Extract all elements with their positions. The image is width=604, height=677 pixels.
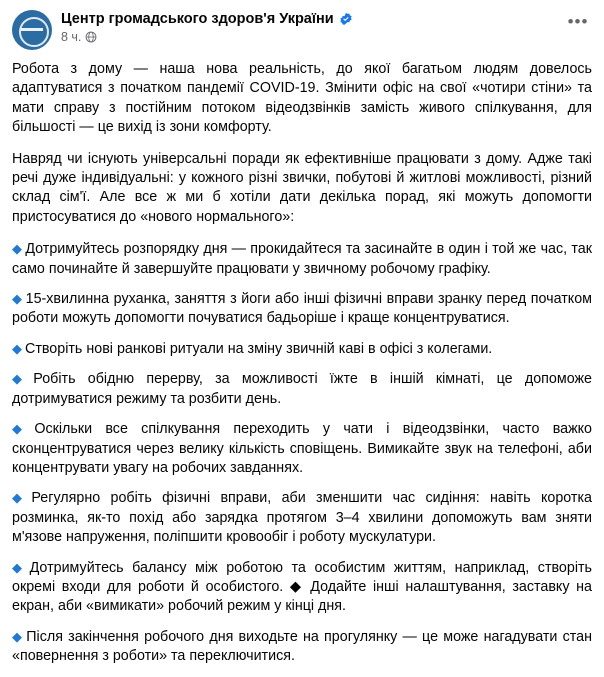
list-item [12, 558, 592, 617]
post-body [0, 54, 604, 677]
post-paragraph: Робота з дому — наша нова реальність, до якої багатьом людям довелось адаптуватися з початком пандемії COVID-19. Змінити офіс на свої «чотири стіни» та мати справу з постійним потоком відеодзвінків замість живого спілкування, для більшості — це вихід із зони комфорту. [12, 61, 592, 136]
post-more-options-button[interactable]: ••• [567, 12, 589, 31]
list-item [12, 239, 592, 279]
list-item-text: Робіть обідню перерву, за можливості їжте в іншій кімнаті, це допоможе дотримуватися режиму та розбити день. [12, 371, 592, 407]
diamond-bullet-icon: ◆ [12, 628, 24, 644]
diamond-bullet-icon: ◆ [12, 559, 27, 575]
diamond-bullet-icon: ◆ [12, 490, 29, 506]
list-item-text: Регулярно робіть фізичні вправи, аби зменшити час сидіння: навіть коротка розминка, як-то похід або зарядка протягом 3–4 хвилини допоможуть вам зняти м'язове напруження, поліпшити кровообіг і роботу мускулатури. [12, 490, 592, 546]
list-item [12, 289, 592, 329]
list-item [12, 369, 592, 409]
globe-icon [85, 31, 97, 43]
list-item-text: Після закінчення робочого дня виходьте на прогулянку — це може нагадувати стан «повернення з роботи» та переключитися. [12, 628, 592, 665]
author-name-row [61, 11, 564, 27]
list-item [12, 488, 592, 547]
post-header [0, 0, 604, 54]
post-meta-row [61, 30, 564, 44]
diamond-bullet-icon: ◆ [12, 241, 23, 257]
verified-badge-icon [339, 12, 353, 26]
list-item [12, 339, 592, 359]
list-item-text: 15-хвилинна руханка, заняття з йоги або інші фізичні вправи зранку перед початком роботи можуть допомогти почуватися бадьоріше і краще концентруватися. [12, 291, 592, 327]
list-item-text: Оскільки все спілкування переходить у чати і відеодзвінки, часто важко сконцентруватися через велику кількість сповіщень. Вимикайте звук на телефоні, аби концентрувати увагу на робочих завданнях. [12, 421, 593, 476]
page-name[interactable]: Центр громадського здоров'я України [61, 11, 334, 27]
diamond-bullet-icon: ◆ [12, 291, 23, 307]
post-author-block [61, 10, 564, 44]
post-paragraph: Навряд чи існують універсальні поради як ефективніше працювати з дому. Адже такі речі дуже індивідуальні: у кожного різні звички, побутові й житлові можливості, різний склад сім'ї. Але все ж ми б хотіли дати декілька порад, які можуть допомогти пристосуватися до «нового нормального»: [12, 150, 592, 225]
list-item [12, 627, 592, 667]
avatar-initials [12, 10, 52, 50]
list-item-text: Дотримуйтесь розпорядку дня — прокидайтеся та засинайте в один і той же час, так само починайте й завершуйте працювати у звичному робочому графіку. [12, 241, 593, 277]
post-timestamp[interactable]: 8 ч. [61, 30, 82, 44]
avatar[interactable] [12, 10, 52, 50]
list-item [12, 419, 592, 478]
diamond-bullet-icon: ◆ [12, 371, 31, 387]
diamond-bullet-icon: ◆ [12, 421, 32, 437]
list-item-text: Створіть нові ранкові ритуали на зміну звичній каві в офісі з колегами. [25, 340, 493, 357]
tips-list [12, 239, 592, 666]
diamond-bullet-icon: ◆ [12, 340, 22, 356]
list-item-text: Дотримуйтесь балансу між роботою та особистим життям, наприклад, створіть окремі входи для роботи й особистого. ◆ Додайте інші налаштування, заставку на екран, аби «вимикати» робочий режим у кінці дня. [12, 559, 592, 615]
